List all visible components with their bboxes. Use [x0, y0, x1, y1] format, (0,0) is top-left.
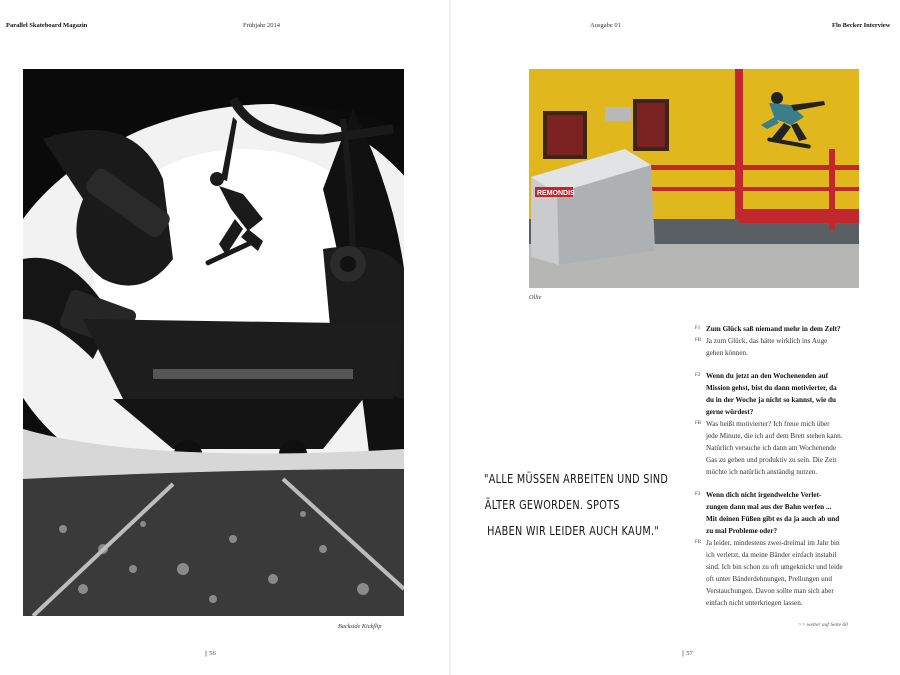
question-line: gerne würdest?: [706, 408, 754, 416]
question-line: Mission gehst, bist du dann motivierter, da: [706, 384, 837, 392]
ollie-photo: [529, 69, 859, 288]
question-tag: F3: [695, 492, 701, 497]
pull-quote-line: "ALLE MÜSSEN ARBEITEN UND SIND: [484, 471, 669, 486]
issue-season: Frühjahr 2014: [243, 22, 281, 29]
left-page: [0, 0, 449, 675]
interview-block: [695, 370, 863, 478]
answer-line: gehen können.: [706, 349, 748, 357]
question-tag: F2: [695, 373, 701, 378]
answer-line: Natürlich versuche ich dann am Wochenende: [706, 444, 837, 452]
backside-kickflip-photo: [23, 69, 404, 616]
photo-caption: Backside Kickflip: [338, 623, 382, 630]
magazine-title: Parallel Skateboard Magazin: [6, 22, 88, 29]
question-tag: F1: [695, 326, 701, 331]
question-line: Wenn du jetzt an den Wochenenden auf: [706, 372, 829, 380]
interview-title: Flo Becker Interview: [832, 22, 891, 29]
interview-question: [695, 489, 863, 537]
page-number: || 56: [205, 650, 216, 657]
continued-link[interactable]: >> weiter auf Seite 60: [798, 622, 848, 628]
container-sign-text: REMONDIS: [537, 190, 575, 197]
question-line: zu mal Probleme oder?: [706, 527, 778, 535]
answer-line: Verstauchungen. Davon sollte man sich aber: [706, 587, 834, 595]
question-line: Mit deinen Füßen gibt es da ja auch ab und: [706, 515, 840, 523]
interview-answer: [695, 537, 863, 609]
answer-tag: FB: [695, 540, 702, 545]
answer-line: oft unter Bänderdehnungen, Prellungen und: [706, 575, 832, 583]
question-line: Zum Glück saß niemand mehr in dem Zelt?: [706, 325, 841, 333]
answer-line: möchte ich natürlich anständig nutzen.: [706, 468, 818, 476]
question-line: Wenn dich nicht irgendwelche Verlet-: [706, 491, 822, 499]
question-line: du in der Woche ja nicht so kannst, wie du: [706, 396, 836, 404]
interview-answer: [695, 418, 863, 478]
right-page: [451, 0, 900, 675]
answer-line: Ja leider, mindestens zwei-dreimal im Jahr bin: [706, 539, 840, 547]
answer-line: Ja zum Glück, das hätte wirklich ins Auge: [706, 337, 828, 345]
answer-line: sind. Ich bin schon zu oft umgeknickt und leide: [706, 563, 843, 571]
interview-answer: [695, 335, 863, 359]
interview-block: [695, 489, 863, 609]
answer-line: Was heißt motivierter? Ich freue mich über: [706, 420, 830, 428]
question-line: zungen dann mal aus der Bahn werfen ...: [706, 503, 832, 511]
photo-caption: Ollie: [529, 294, 542, 301]
pull-quote-line: ÄLTER GEWORDEN. SPOTS: [484, 497, 620, 512]
pull-quote: [484, 466, 669, 544]
answer-tag: FB: [695, 338, 702, 343]
answer-line: ich verletzt, da meine Bänder einfach instabil: [706, 551, 837, 559]
interview-question: [695, 323, 863, 335]
pull-quote-line: HABEN WIR LEIDER AUCH KAUM.": [487, 523, 660, 538]
page-number: || 57: [682, 650, 693, 657]
answer-tag: FB: [695, 421, 702, 426]
answer-line: Gas zu geben und produktiv zu sein. Die Zeit: [706, 456, 837, 464]
answer-line: jede Minute, die ich auf dem Brett stehen kann.: [706, 432, 843, 440]
interview-block: [695, 323, 863, 359]
answer-line: einfach nicht unterkriegen lassen.: [706, 599, 803, 607]
issue-number: Ausgabe 01: [590, 22, 621, 29]
interview-question: [695, 370, 863, 418]
